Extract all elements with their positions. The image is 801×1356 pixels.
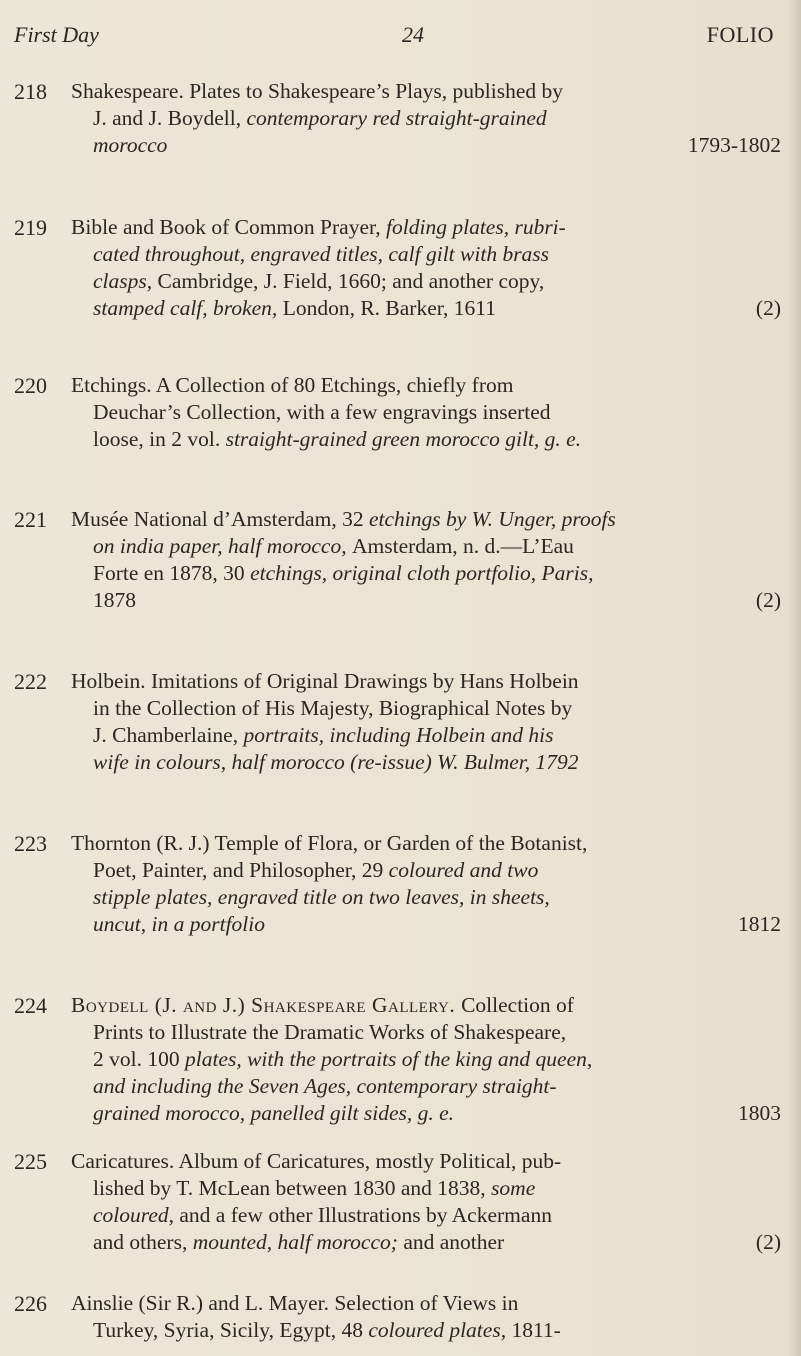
page-header bbox=[14, 22, 774, 62]
lot-text-segment: Forte en 1878, 30 bbox=[93, 561, 251, 585]
lot-text-segment: coloured and two bbox=[388, 858, 539, 882]
lot-text-segment: contemporary red straight-grained bbox=[246, 106, 547, 130]
lot-text-segment: wife in colours, half morocco (re-issue) bbox=[93, 750, 438, 774]
lot-text-segment: Musée National d’Amsterdam, 32 bbox=[71, 507, 369, 531]
lot-description bbox=[71, 830, 781, 938]
lot-text-segment: Bible and Book of Common Prayer, bbox=[71, 215, 387, 239]
lot-text-segment: 1878 bbox=[93, 588, 136, 612]
lot-description bbox=[71, 372, 781, 453]
page-number: 24 bbox=[402, 22, 424, 47]
lot-text-segment: and including the Seven Ages, contemporary straight- bbox=[93, 1074, 557, 1098]
lot-date: (2) bbox=[755, 1230, 781, 1254]
lot-text-segment: coloured plates, bbox=[368, 1318, 512, 1342]
lot-description bbox=[71, 1290, 781, 1344]
lot-date: 1803 bbox=[738, 1101, 781, 1125]
lot-text-segment: Poet, Painter, and Philosopher, 29 bbox=[93, 858, 389, 882]
lot-date: 1812 bbox=[738, 912, 781, 936]
lot-text-segment: London, R. Barker, 1611 bbox=[282, 296, 496, 320]
lot-text-segment: Turkey, Syria, Sicily, Egypt, 48 bbox=[93, 1318, 369, 1342]
lot-text-segment: folding plates, rubri- bbox=[386, 215, 566, 239]
lot-date: (2) bbox=[755, 296, 781, 320]
lot-text-segment: stipple plates, engraved title on two leaves, in sheets, bbox=[93, 885, 550, 909]
lot-text-segment: Holbein. Imitations of Original Drawings by Hans Holbein bbox=[71, 669, 579, 693]
lot-description bbox=[71, 214, 781, 322]
lot-text-segment: etchings by W. Unger, proofs bbox=[368, 507, 616, 531]
lot-text-segment: clasps, bbox=[93, 269, 158, 293]
header-day: First Day bbox=[14, 22, 99, 47]
lot-number: 225 bbox=[14, 1149, 47, 1174]
lot-text-segment: Prints to Illustrate the Dramatic Works of Shakespeare, bbox=[93, 1020, 567, 1044]
lot-number: 224 bbox=[14, 993, 47, 1018]
lot-text-segment: straight-grained green morocco gilt, g. e. bbox=[225, 427, 582, 451]
lot-text-segment: W. Bulmer, 1792 bbox=[437, 750, 579, 774]
lot-text-segment: Etchings. A Collection of 80 Etchings, chiefly from bbox=[71, 373, 514, 397]
lot-number: 221 bbox=[14, 507, 47, 532]
lot-text-segment: Paris, bbox=[541, 561, 594, 585]
lot-text-segment: Caricatures. Album of Caricatures, mostly Political, pub- bbox=[71, 1149, 562, 1173]
lot-description bbox=[71, 668, 781, 776]
lot-number: 223 bbox=[14, 831, 47, 856]
lot-number: 219 bbox=[14, 215, 47, 240]
lot-text-segment: morocco bbox=[93, 133, 168, 157]
lot-text-segment: in the Collection of His Majesty, Biographical Notes by bbox=[93, 696, 573, 720]
lot-text-segment: etchings, original cloth portfolio, bbox=[250, 561, 542, 585]
lot-text-segment: portraits, including Holbein and his bbox=[243, 723, 554, 747]
lot-description bbox=[71, 506, 781, 614]
lot-text-segment: mounted, half morocco; bbox=[192, 1230, 404, 1254]
lot-text-segment: plates, with the portraits of the king and queen, bbox=[184, 1047, 593, 1071]
lot-text-segment: lished by T. McLean between 1830 and 1838, bbox=[93, 1176, 492, 1200]
lot-text-segment: Boydell (J. and J.) Shakespeare Gallery. bbox=[71, 993, 462, 1017]
lot-text-segment: Cambridge, J. Field, 1660; and another copy, bbox=[157, 269, 545, 293]
lot-text-segment: J. Chamberlaine, bbox=[93, 723, 244, 747]
page-edge-shadow bbox=[787, 0, 801, 1356]
lot-date: 1793-1802 bbox=[687, 133, 781, 157]
lot-date: (2) bbox=[755, 588, 781, 612]
lot-description bbox=[71, 992, 781, 1127]
lot-text-segment: Collection of bbox=[461, 993, 574, 1017]
lot-text-segment: 1811- bbox=[511, 1318, 561, 1342]
lot-text-segment: J. and J. Boydell, bbox=[93, 106, 247, 130]
lot-description bbox=[71, 1148, 781, 1256]
header-format: FOLIO bbox=[706, 22, 774, 47]
lot-text-segment: some bbox=[491, 1176, 536, 1200]
lot-text-segment: Ainslie (Sir R.) and L. Mayer. Selection of Views in bbox=[71, 1291, 519, 1315]
lot-text-segment: and another bbox=[403, 1230, 505, 1254]
lot-number: 222 bbox=[14, 669, 47, 694]
lot-text-segment: loose, in 2 vol. bbox=[93, 427, 226, 451]
lot-number: 220 bbox=[14, 373, 47, 398]
lot-text-segment: Shakespeare. Plates to Shakespeare’s Plays, published by bbox=[71, 79, 564, 103]
lot-text-segment: and others, bbox=[93, 1230, 193, 1254]
lot-text-segment: on india paper, half morocco, bbox=[93, 534, 352, 558]
lot-text-segment: stamped calf, broken, bbox=[93, 296, 283, 320]
lot-text-segment: Deuchar’s Collection, with a few engravings inserted bbox=[93, 400, 551, 424]
lot-description bbox=[71, 78, 781, 159]
lot-text-segment: grained morocco, panelled gilt sides, g. e. bbox=[93, 1101, 455, 1125]
lot-number: 226 bbox=[14, 1291, 47, 1316]
lot-text-segment: and a few other Illustrations by Ackermann bbox=[179, 1203, 552, 1227]
lot-text-segment: Amsterdam, n. d.—L’Eau bbox=[351, 534, 574, 558]
lot-number: 218 bbox=[14, 79, 47, 104]
lot-text-segment: uncut, in a portfolio bbox=[93, 912, 265, 936]
lot-text-segment: Thornton (R. J.) Temple of Flora, or Garden of the Botanist, bbox=[71, 831, 588, 855]
lot-text-segment: coloured, bbox=[93, 1203, 180, 1227]
lot-text-segment: cated throughout, engraved titles, calf gilt with brass bbox=[93, 242, 550, 266]
lot-text-segment: 2 vol. 100 bbox=[93, 1047, 185, 1071]
